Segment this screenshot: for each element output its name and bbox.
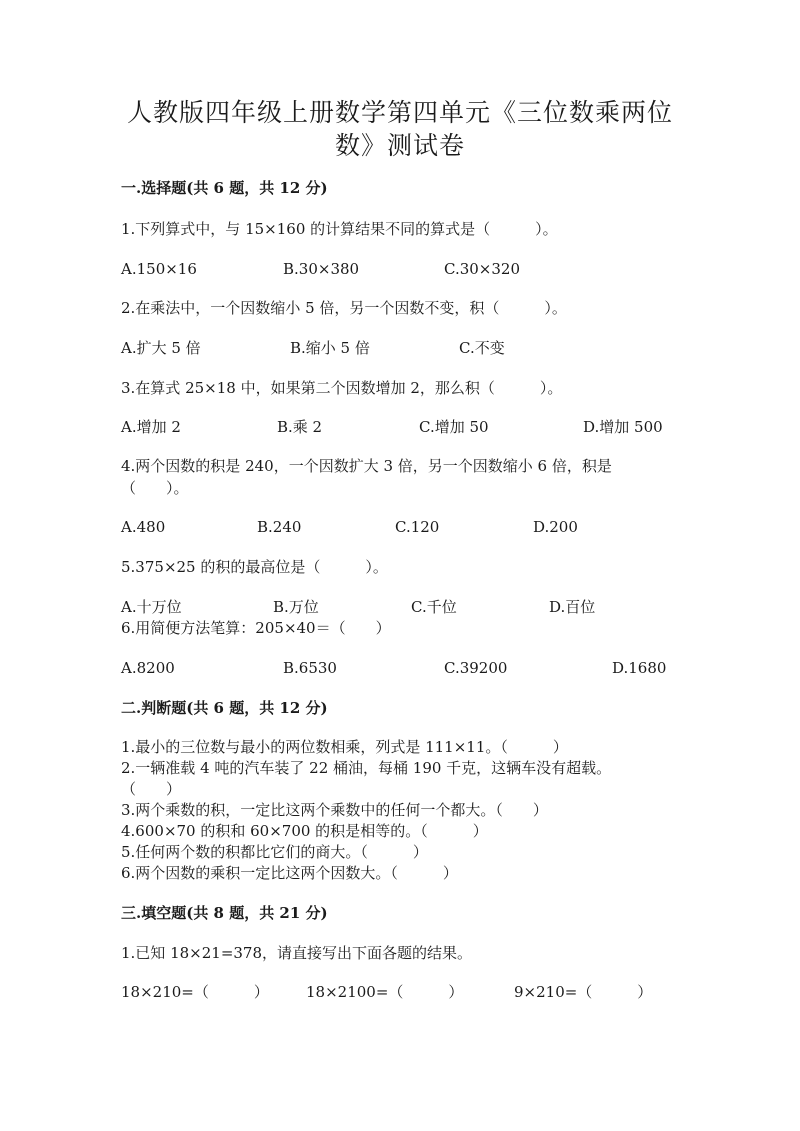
option-c: C.不变 — [459, 339, 505, 357]
question-text: 1.已知 18×21=378，请直接写出下面各题的结果。 — [121, 944, 473, 962]
question-text: 6.用简便方法笔算：205×40＝（ ） — [121, 619, 391, 637]
question-text-continued: （ ）。 — [121, 479, 189, 497]
judge-item: 4.600×70 的积和 60×700 的积是相等的。（ ） — [121, 822, 488, 840]
section-heading-choice: 一.选择题(共 6 题，共 12 分) — [121, 179, 328, 197]
option-c: C.增加 50 — [419, 418, 489, 436]
option-a: A.150×16 — [121, 260, 197, 278]
option-d: D.百位 — [549, 598, 596, 616]
option-b: B.30×380 — [283, 260, 360, 278]
option-d: D.增加 500 — [583, 418, 663, 436]
option-a: A.增加 2 — [121, 418, 181, 436]
judge-item-continued: （ ） — [121, 780, 182, 798]
option-d: D.200 — [533, 518, 578, 536]
question-text: 5.375×25 的积的最高位是（ ）。 — [121, 558, 388, 576]
option-b: B.缩小 5 倍 — [290, 339, 370, 357]
option-c: C.30×320 — [444, 260, 520, 278]
question-text: 3.在算式 25×18 中，如果第二个因数增加 2，那么积（ ）。 — [121, 379, 563, 397]
fill-blank: 18×210=（ ） — [121, 983, 269, 1001]
fill-blank: 18×2100=（ ） — [306, 983, 464, 1001]
question-text: 4.两个因数的积是 240，一个因数扩大 3 倍，另一个因数缩小 6 倍，积是 — [121, 457, 612, 475]
judge-item: 2.一辆准载 4 吨的汽车装了 22 桶油，每桶 190 千克，这辆车没有超载。 — [121, 759, 612, 777]
judge-item: 1.最小的三位数与最小的两位数相乘，列式是 111×11。（ ） — [121, 738, 568, 756]
option-b: B.6530 — [283, 659, 337, 677]
page-title-line-2: 数》测试卷 — [334, 131, 465, 160]
option-c: C.120 — [395, 518, 440, 536]
page-title-line-1: 人教版四年级上册数学第四单元《三位数乘两位 — [126, 98, 673, 127]
section-heading-fill: 三.填空题(共 8 题，共 21 分) — [121, 904, 328, 922]
judge-item: 5.任何两个数的积都比它们的商大。（ ） — [121, 843, 428, 861]
option-d: D.1680 — [612, 659, 667, 677]
option-a: A.480 — [121, 518, 166, 536]
question-text: 1.下列算式中，与 15×160 的计算结果不同的算式是（ ）。 — [121, 220, 558, 238]
question-text: 2.在乘法中，一个因数缩小 5 倍，另一个因数不变，积（ ）。 — [121, 299, 567, 317]
option-a: A.扩大 5 倍 — [121, 339, 201, 357]
option-c: C.千位 — [411, 598, 457, 616]
section-heading-judge: 二.判断题(共 6 题，共 12 分) — [121, 699, 328, 717]
option-a: A.十万位 — [121, 598, 182, 616]
fill-blank: 9×210=（ ） — [514, 983, 653, 1001]
option-b: B.乘 2 — [277, 418, 323, 436]
option-c: C.39200 — [444, 659, 508, 677]
judge-item: 3.两个乘数的积，一定比这两个乘数中的任何一个都大。（ ） — [121, 801, 548, 819]
option-b: B.240 — [257, 518, 302, 536]
option-b: B.万位 — [273, 598, 319, 616]
judge-item: 6.两个因数的乘积一定比这两个因数大。（ ） — [121, 864, 458, 882]
option-a: A.8200 — [121, 659, 175, 677]
